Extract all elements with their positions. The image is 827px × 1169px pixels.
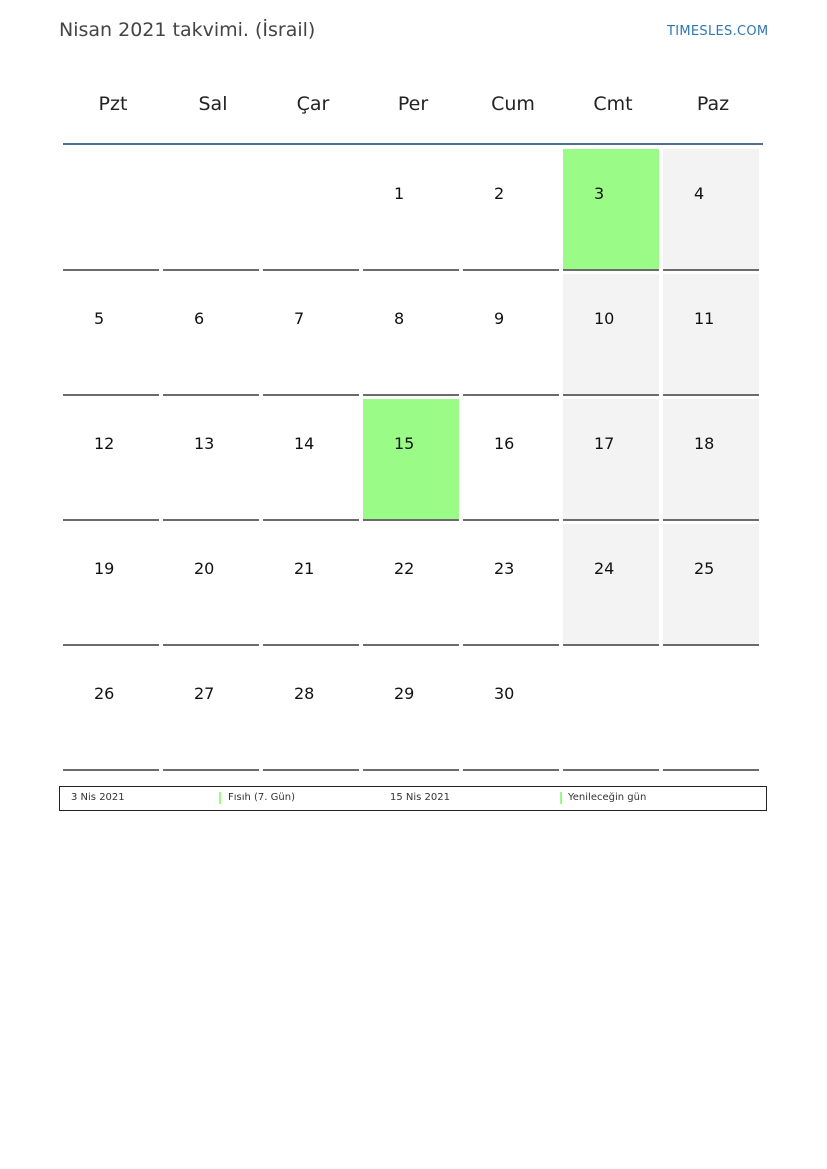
day-number: 24 — [594, 559, 615, 578]
page-title: Nisan 2021 takvimi. (İsrail) — [59, 19, 316, 41]
weekday-header: Paz — [696, 93, 730, 115]
day-number: 20 — [194, 559, 215, 578]
day-cell — [163, 649, 259, 771]
day-number: 23 — [494, 559, 515, 578]
day-cell — [163, 274, 259, 396]
week-row — [63, 399, 763, 524]
day-number: 10 — [594, 309, 615, 328]
legend-color-marker — [560, 792, 562, 804]
day-number: 14 — [294, 434, 315, 453]
weekday-header: Cum — [491, 93, 535, 115]
day-cell — [363, 399, 459, 521]
day-cell — [463, 524, 559, 646]
day-cell — [263, 399, 359, 521]
header-divider — [63, 143, 763, 145]
holiday-legend — [59, 786, 767, 811]
day-number: 19 — [94, 559, 115, 578]
weekday-header: Cmt — [593, 93, 633, 115]
weekday-header-row — [63, 80, 763, 143]
legend-color-marker — [219, 792, 221, 804]
day-number: 27 — [194, 684, 215, 703]
day-number: 28 — [294, 684, 315, 703]
day-number: 11 — [694, 309, 715, 328]
day-number: 5 — [94, 309, 105, 328]
day-cell — [663, 274, 759, 396]
day-cell — [563, 274, 659, 396]
brand-link[interactable]: TIMESLES.COM — [667, 24, 769, 39]
day-cell — [63, 524, 159, 646]
legend-holiday-name: Fısıh (7. Gün) — [228, 792, 295, 803]
day-cell — [463, 274, 559, 396]
day-number: 6 — [194, 309, 205, 328]
day-number: 1 — [394, 184, 405, 203]
day-cell — [163, 399, 259, 521]
empty-day-cell — [563, 649, 659, 771]
day-cell — [563, 399, 659, 521]
day-number: 17 — [594, 434, 615, 453]
weekday-header: Çar — [296, 93, 330, 115]
day-number: 25 — [694, 559, 715, 578]
day-number: 8 — [394, 309, 405, 328]
day-cell — [663, 399, 759, 521]
week-row — [63, 649, 763, 774]
day-cell — [363, 524, 459, 646]
empty-day-cell — [263, 149, 359, 271]
day-number: 4 — [694, 184, 705, 203]
day-cell — [463, 399, 559, 521]
legend-date: 15 Nis 2021 — [390, 792, 450, 803]
day-cell — [363, 149, 459, 271]
legend-holiday-name: Yenileceğin gün — [568, 792, 647, 803]
day-cell — [63, 399, 159, 521]
weekday-header: Per — [397, 93, 429, 115]
day-cell — [663, 524, 759, 646]
day-number: 18 — [694, 434, 715, 453]
day-number: 9 — [494, 309, 505, 328]
empty-day-cell — [663, 649, 759, 771]
day-cell — [263, 649, 359, 771]
calendar-grid — [63, 80, 763, 774]
day-number: 15 — [394, 434, 415, 453]
week-row — [63, 274, 763, 399]
day-cell — [63, 274, 159, 396]
day-number: 3 — [594, 184, 605, 203]
weeks-container — [63, 149, 763, 774]
day-number: 22 — [394, 559, 415, 578]
day-number: 2 — [494, 184, 505, 203]
day-number: 12 — [94, 434, 115, 453]
day-cell — [163, 524, 259, 646]
day-number: 26 — [94, 684, 115, 703]
day-number: 21 — [294, 559, 315, 578]
day-cell — [363, 274, 459, 396]
day-cell — [563, 524, 659, 646]
day-cell — [263, 524, 359, 646]
day-cell — [63, 649, 159, 771]
day-cell — [463, 149, 559, 271]
day-number: 16 — [494, 434, 515, 453]
day-cell — [663, 149, 759, 271]
legend-date: 3 Nis 2021 — [71, 792, 125, 803]
week-row — [63, 524, 763, 649]
day-cell — [363, 649, 459, 771]
day-cell — [563, 149, 659, 271]
week-row — [63, 149, 763, 274]
day-number: 29 — [394, 684, 415, 703]
empty-day-cell — [63, 149, 159, 271]
day-number: 30 — [494, 684, 515, 703]
day-number: 13 — [194, 434, 215, 453]
day-number: 7 — [294, 309, 305, 328]
day-cell — [463, 649, 559, 771]
day-cell — [263, 274, 359, 396]
weekday-header: Pzt — [98, 93, 128, 115]
empty-day-cell — [163, 149, 259, 271]
weekday-header: Sal — [198, 93, 228, 115]
